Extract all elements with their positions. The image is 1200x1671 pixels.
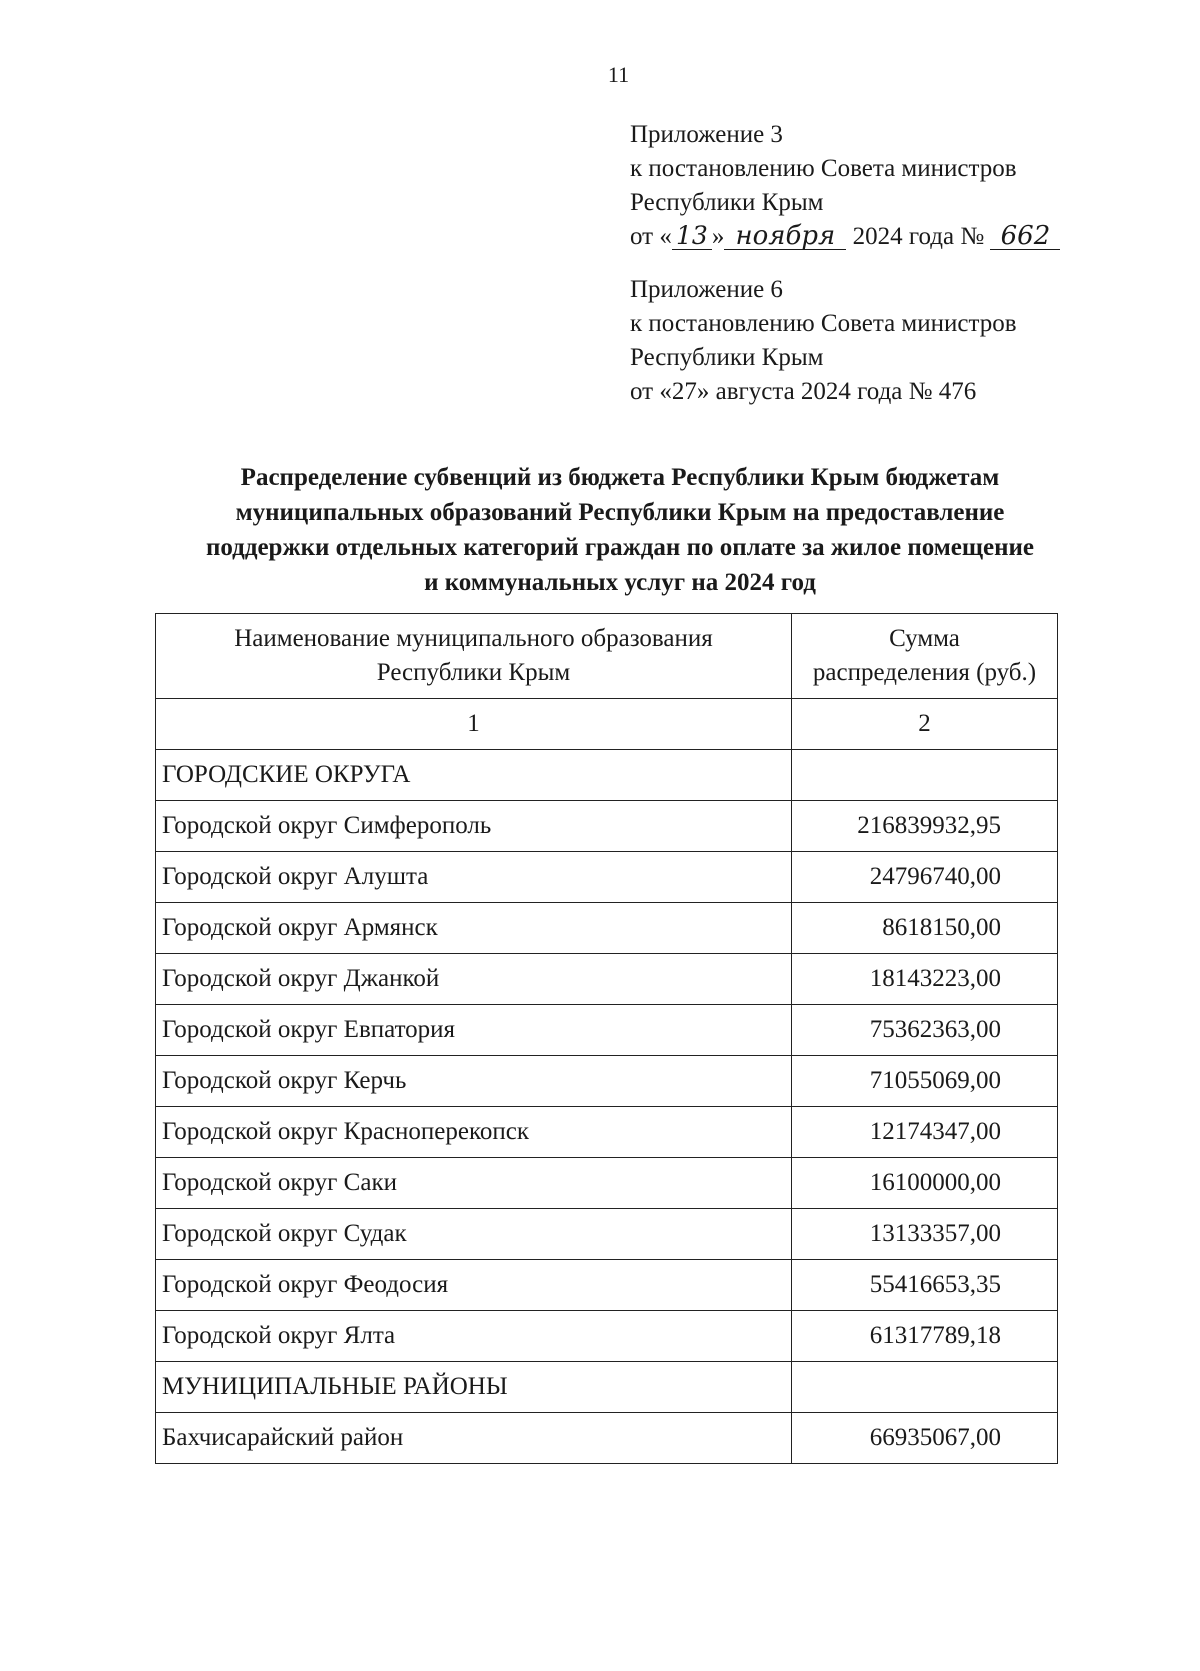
- section-row-urban: [156, 750, 1058, 801]
- title-line-2: муниципальных образований Республики Крым на предоставление: [235, 499, 1005, 526]
- header-amount-line2: распределения (руб.): [812, 659, 1037, 686]
- section-empty-cell: [791, 750, 1057, 801]
- municipality-name: Городской округ Алушта: [156, 852, 792, 903]
- header-municipality-line1: Наименование муниципального образования: [234, 625, 713, 652]
- amount-value: 16100000,00: [791, 1158, 1057, 1209]
- table-row: [156, 1413, 1058, 1464]
- distribution-table: [155, 613, 1058, 1464]
- date-prefix: от «: [630, 223, 672, 250]
- handwritten-day: 13: [672, 223, 712, 250]
- table-row: [156, 852, 1058, 903]
- handwritten-number: 662: [990, 223, 1060, 250]
- appendix-3-block: [630, 118, 1060, 254]
- date-mid: »: [711, 223, 725, 250]
- appendix-3-title: Приложение 3: [630, 121, 783, 148]
- document-title: [140, 460, 1100, 600]
- table-row: [156, 954, 1058, 1005]
- section-empty-cell: [791, 1362, 1057, 1413]
- table-row: [156, 1056, 1058, 1107]
- table-row: [156, 903, 1058, 954]
- table-header-row: [156, 614, 1058, 699]
- header-amount: [791, 614, 1057, 699]
- municipality-name: Городской округ Армянск: [156, 903, 792, 954]
- amount-value: 75362363,00: [791, 1005, 1057, 1056]
- table-row: [156, 801, 1058, 852]
- municipality-name: Городской округ Ялта: [156, 1311, 792, 1362]
- column-number-2: 2: [791, 699, 1057, 750]
- column-number-row: [156, 699, 1058, 750]
- appendix-6-line3: Республики Крым: [630, 344, 824, 371]
- title-line-4: и коммунальных услуг на 2024 год: [424, 569, 816, 596]
- amount-value: 216839932,95: [791, 801, 1057, 852]
- municipality-name: Городской округ Евпатория: [156, 1005, 792, 1056]
- municipality-name: Городской округ Феодосия: [156, 1260, 792, 1311]
- appendix-3-line2: к постановлению Совета министров: [630, 155, 1017, 182]
- appendix-3-date-line: [630, 220, 1060, 254]
- section-label-districts: МУНИЦИПАЛЬНЫЕ РАЙОНЫ: [156, 1362, 792, 1413]
- amount-value: 61317789,18: [791, 1311, 1057, 1362]
- column-number-1: 1: [156, 699, 792, 750]
- appendix-6-line2: к постановлению Совета министров: [630, 310, 1017, 337]
- handwritten-month: ноября: [724, 223, 846, 250]
- municipality-name: Городской округ Саки: [156, 1158, 792, 1209]
- header-amount-line1: Сумма: [889, 625, 960, 652]
- table-row: [156, 1005, 1058, 1056]
- title-line-1: Распределение субвенций из бюджета Республики Крым бюджетам: [240, 464, 1000, 491]
- municipality-name: Городской округ Керчь: [156, 1056, 792, 1107]
- section-label-urban: ГОРОДСКИЕ ОКРУГА: [156, 750, 792, 801]
- header-municipality: [156, 614, 792, 699]
- appendix-6-title: Приложение 6: [630, 276, 783, 303]
- municipality-name: Городской округ Красноперекопск: [156, 1107, 792, 1158]
- amount-value: 18143223,00: [791, 954, 1057, 1005]
- table-row: [156, 1209, 1058, 1260]
- amount-value: 8618150,00: [791, 903, 1057, 954]
- municipality-name: Городской округ Симферополь: [156, 801, 792, 852]
- table-row: [156, 1311, 1058, 1362]
- section-row-districts: [156, 1362, 1058, 1413]
- header-municipality-line2: Республики Крым: [376, 659, 571, 686]
- municipality-name: Бахчисарайский район: [156, 1413, 792, 1464]
- date-year: 2024 года №: [852, 223, 985, 250]
- table-row: [156, 1158, 1058, 1209]
- appendix-6-line4: от «27» августа 2024 года № 476: [630, 378, 977, 405]
- page-number: 11: [607, 62, 630, 87]
- amount-value: 66935067,00: [791, 1413, 1057, 1464]
- appendix-3-line3: Республики Крым: [630, 189, 824, 216]
- municipality-name: Городской округ Судак: [156, 1209, 792, 1260]
- appendix-6-block: [630, 273, 1017, 409]
- municipality-name: Городской округ Джанкой: [156, 954, 792, 1005]
- amount-value: 55416653,35: [791, 1260, 1057, 1311]
- amount-value: 71055069,00: [791, 1056, 1057, 1107]
- amount-value: 12174347,00: [791, 1107, 1057, 1158]
- table-row: [156, 1260, 1058, 1311]
- table-row: [156, 1107, 1058, 1158]
- amount-value: 24796740,00: [791, 852, 1057, 903]
- amount-value: 13133357,00: [791, 1209, 1057, 1260]
- title-line-3: поддержки отдельных категорий граждан по оплате за жилое помещение: [205, 534, 1034, 561]
